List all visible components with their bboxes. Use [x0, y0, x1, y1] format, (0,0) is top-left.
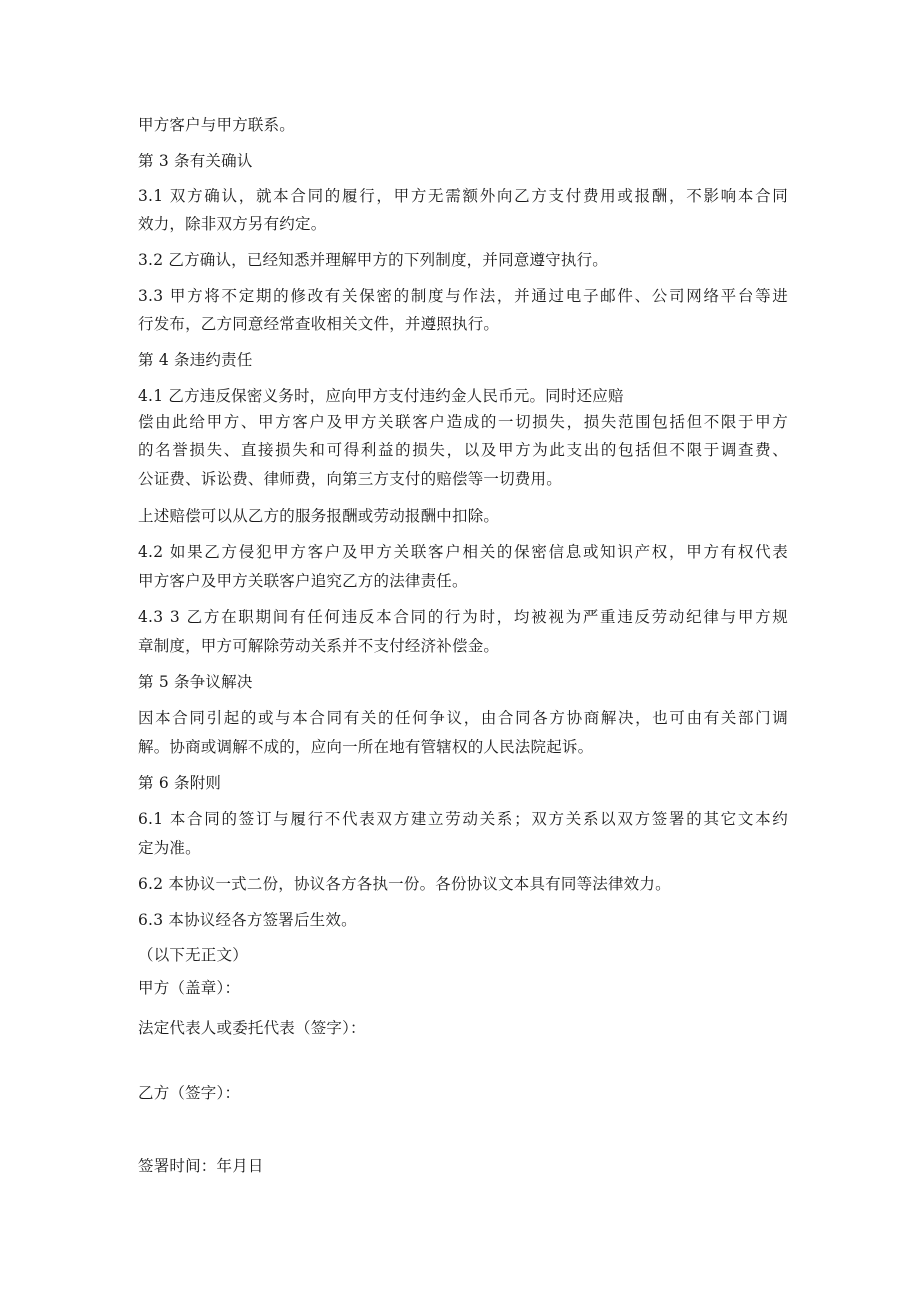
clause-6-1: 6.1 本合同的签订与履行不代表双方建立劳动关系；双方关系以双方签署的其它文本约: [138, 810, 788, 828]
clause-6-1-cont: 定为准。: [138, 839, 201, 857]
clause-4-3-cont: 章制度，甲方可解除劳动关系并不支付经济补偿金。: [138, 637, 500, 655]
legal-representative-label: 法定代表人或委托代表（签字）：: [138, 1019, 366, 1037]
article-4-heading: 第 4 条违约责任: [138, 351, 253, 369]
article-3-heading: 第 3 条有关确认: [138, 152, 253, 170]
clause-4-1-note: 上述赔偿可以从乙方的服务报酬或劳动报酬中扣除。: [138, 507, 500, 525]
party-b-signature-label: 乙方（签字）：: [138, 1084, 241, 1102]
clause-4-2-cont: 甲方客户及甲方关联客户追究乙方的法律责任。: [138, 572, 468, 590]
article-5-heading: 第 5 条争议解决: [138, 673, 253, 691]
paragraph-line: 甲方客户与甲方联系。: [138, 116, 296, 134]
clause-6-2: 6.2 本协议一式二份，协议各方各执一份。各份协议文本具有同等法律效力。: [138, 875, 671, 893]
clause-3-2: 3.2 乙方确认，已经知悉并理解甲方的下列制度，并同意遵守执行。: [138, 251, 608, 269]
clause-6-3: 6.3 本协议经各方签署后生效。: [138, 911, 357, 929]
clause-4-3: 4.3 3 乙方在职期间有任何违反本合同的行为时，均被视为严重违反劳动纪律与甲方规: [138, 608, 788, 626]
clause-3-1-cont: 效力，除非双方另有约定。: [138, 215, 327, 233]
clause-4-1-cont: 的名誉损失、直接损失和可得利益的损失，以及甲方为此支出的包括但不限于调查费、: [138, 441, 788, 459]
clause-3-3-cont: 行发布，乙方同意经常查收相关文件，并遵照执行。: [138, 315, 500, 333]
article-6-heading: 第 6 条附则: [138, 774, 222, 792]
clause-4-1: 4.1 乙方违反保密义务时，应向甲方支付违约金人民币元。同时还应赔: [138, 387, 624, 405]
no-further-text-note: （以下无正文）: [138, 946, 248, 964]
article-5-body-cont: 解。协商或调解不成的，应向一所在地有管辖权的人民法院起诉。: [138, 738, 594, 756]
clause-3-1: 3.1 双方确认，就本合同的履行，甲方无需额外向乙方支付费用或报酬，不影响本合同: [138, 187, 788, 205]
clause-4-2: 4.2 如果乙方侵犯甲方客户及甲方关联客户相关的保密信息或知识产权，甲方有权代表: [138, 543, 788, 561]
article-5-body: 因本合同引起的或与本合同有关的任何争议，由合同各方协商解决，也可由有关部门调: [138, 709, 788, 727]
signing-date-label: 签署时间：年月日: [138, 1157, 264, 1175]
clause-3-3: 3.3 甲方将不定期的修改有关保密的制度与作法，并通过电子邮件、公司网络平台等进: [138, 287, 788, 305]
clause-4-1-cont: 公证费、诉讼费、律师费，向第三方支付的赔偿等一切费用。: [138, 470, 562, 488]
clause-4-1-cont: 偿由此给甲方、甲方客户及甲方关联客户造成的一切损失，损失范围包括但不限于甲方: [138, 413, 788, 431]
party-a-seal-label: 甲方（盖章）：: [138, 979, 241, 997]
